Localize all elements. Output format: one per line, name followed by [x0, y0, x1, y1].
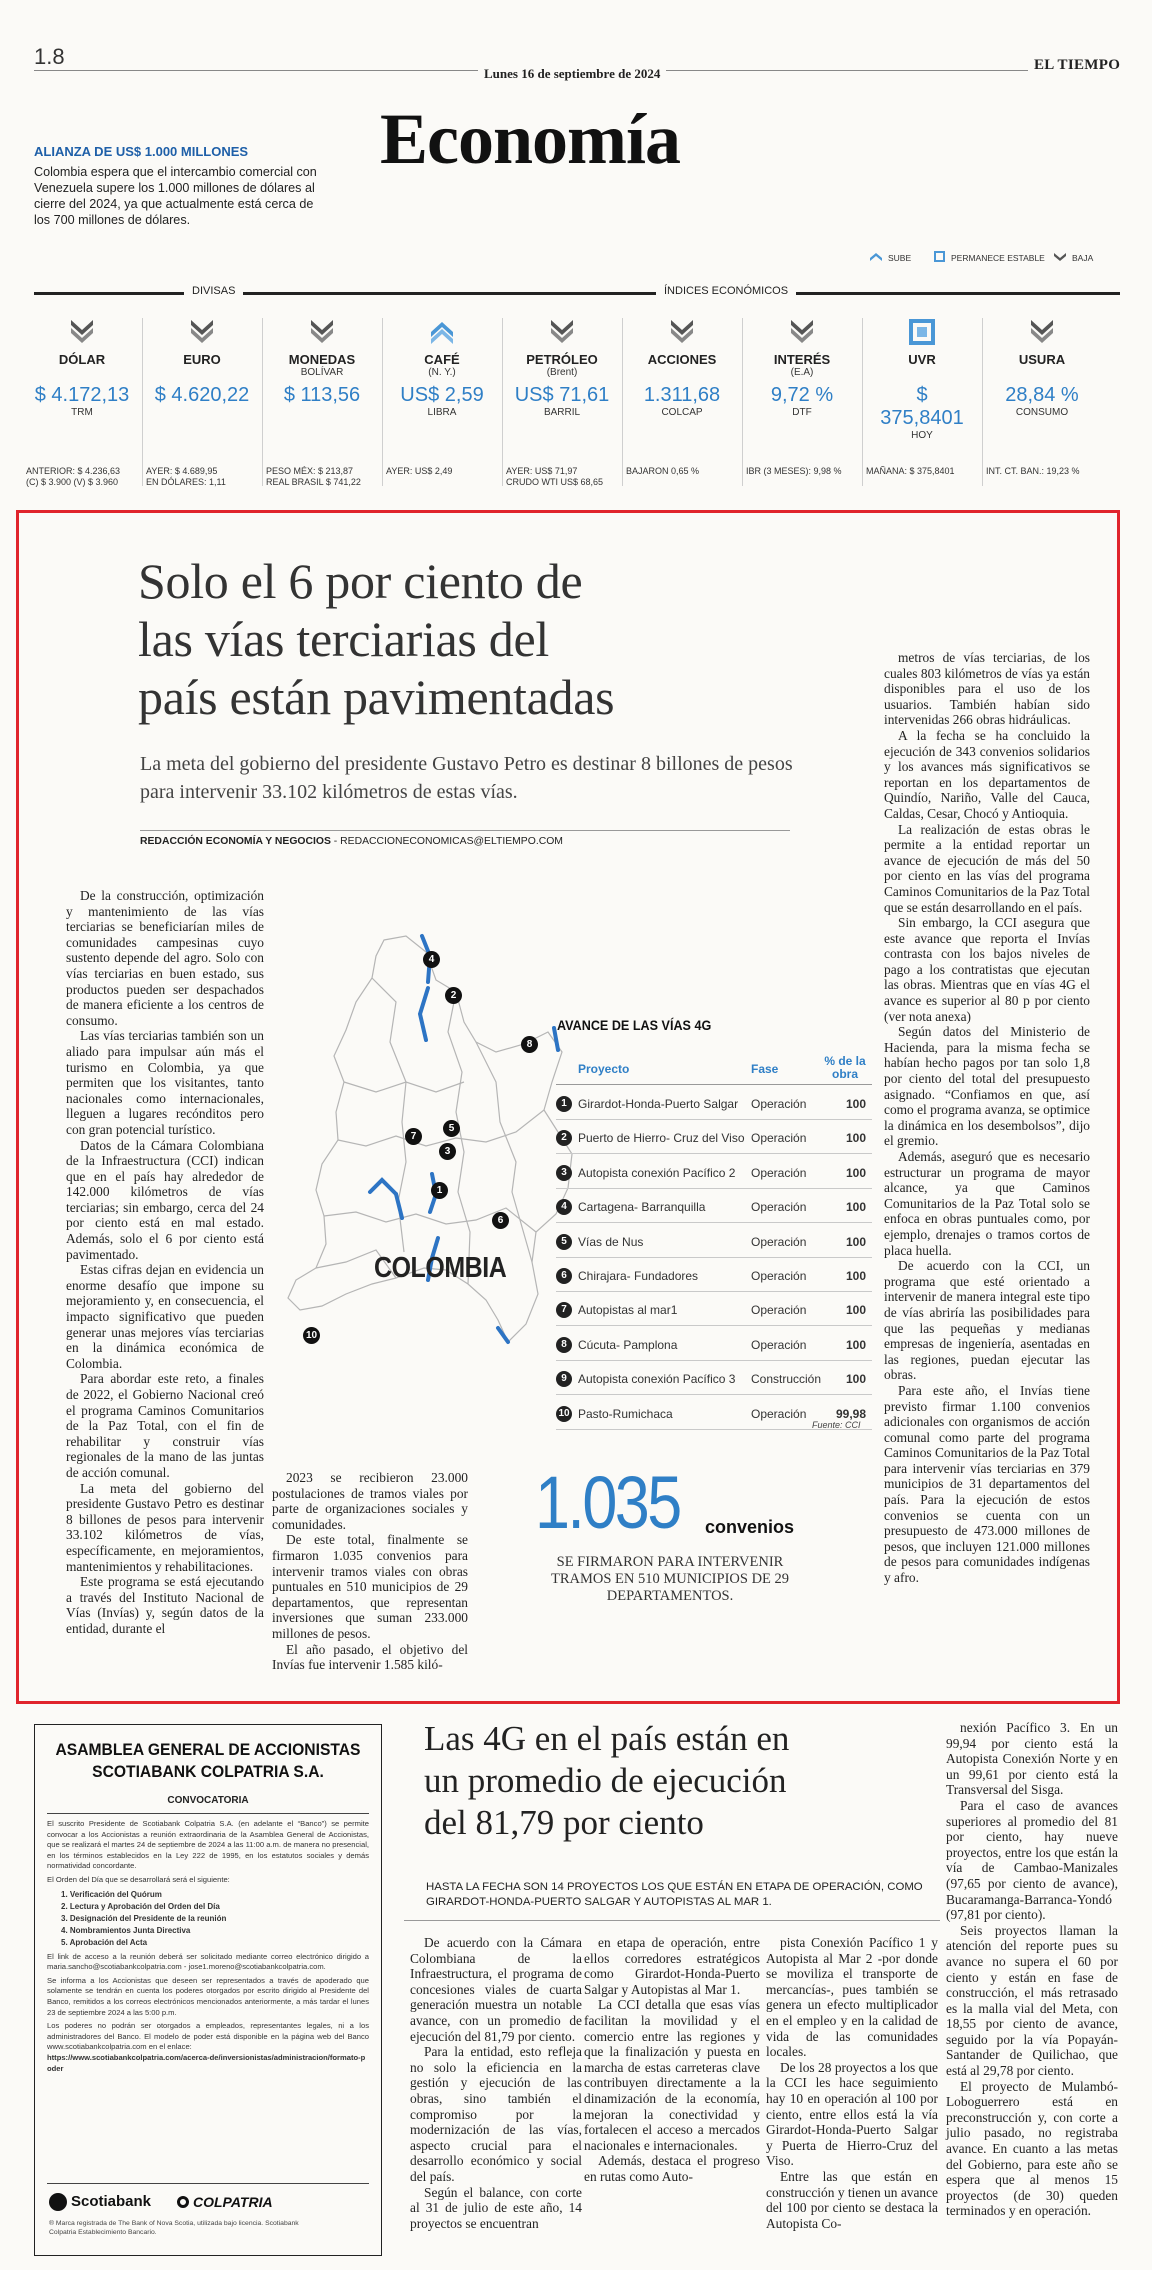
indicator-divider [262, 318, 263, 486]
table-row [556, 1327, 872, 1361]
table-source: Fuente: CCI [812, 1420, 861, 1430]
indicator-footer [266, 466, 384, 488]
up-arrow-icon [428, 318, 456, 346]
row-project-name: Vías de Nus [578, 1234, 644, 1249]
row-number-badge: 8 [556, 1337, 572, 1353]
indicator-7 [866, 318, 970, 476]
indicator-footer-line: BAJARON 0,65 % [626, 466, 700, 476]
indicator-subtitle [154, 367, 250, 378]
headline-line: las vías terciarias del [138, 611, 549, 667]
up-arrow-icon [868, 250, 884, 266]
article-paragraph: Para abordar este reto, a finales de 2022, el Gobierno Nacional creó el programa Caminos Comunitarios de la Paz Total, con el fin de rehabilitar y construir vías regionales de la mano de las juntas de acción comunal. [66, 1371, 264, 1480]
article-paragraph: Seis proyectos llaman la atención del reporte pues su avance no supera el 60 por ciento y están en fase de construcción, el más retrasado es la malla vial del Meta, con 18,55 por ciento de avance, seguido por la vía Popayán-Santander de Quilichao, que está al 29,78 por ciento. [946, 1922, 1118, 2079]
article-paragraph: pista Conexión Pacífico 1 y Autopista al Mar 2 -por donde se moviliza el transporte de mercancías-, pues también se genera un efecto multiplicador en el empleo y en la calidad de vida de las comunidades locales. [766, 1935, 938, 2060]
row-project-name: Girardot-Honda-Puerto Salgar [578, 1097, 739, 1111]
indicator-5 [626, 318, 730, 476]
brand-scotiabank: Scotiabank [71, 2193, 152, 2210]
row-percent: 100 [845, 1303, 866, 1318]
row-phase: Operación [751, 1303, 807, 1318]
row-percent: 100 [845, 1269, 866, 1283]
indicator-footer [866, 466, 984, 477]
map-marker-6: 6 [492, 1212, 509, 1229]
row-percent: 100 [845, 1131, 866, 1146]
byline-desk: REDACCIÓN ECONOMÍA Y NEGOCIOS [140, 836, 331, 847]
row-number-badge: 9 [556, 1371, 572, 1387]
row-percent: 100 [845, 1234, 866, 1249]
col-header-percent: % de la obra [824, 1054, 866, 1081]
row-percent: 100 [845, 1200, 866, 1215]
stable-square-icon [908, 318, 936, 346]
indicator-footer-line: (C) $ 3.900 (V) $ 3.960 [26, 477, 119, 487]
map-marker-4: 4 [423, 951, 440, 968]
row-phase: Operación [751, 1406, 807, 1421]
headline-line: país están pavimentadas [138, 669, 615, 725]
down-arrow-icon [1028, 318, 1056, 346]
article-paragraph: metros de vías terciarias, de los cuales 803 kilómetros de vías ya están disponibles para el uso de los usuarios. También habían sido intervenidas 266 obras hidráulicas. [884, 650, 1090, 728]
big-number-unit: convenios [705, 1517, 795, 1537]
headline-line: Solo el 6 por ciento de [138, 553, 583, 609]
agenda-item: 3. Designación del Presidente de la reunión [61, 1913, 227, 1923]
indicator-footer-line: MAÑANA: $ 375,8401 [866, 466, 955, 476]
row-project-name: Autopista conexión Pacífico 2 [578, 1165, 736, 1180]
row-project-name: Cartagena- Barranquilla [578, 1200, 706, 1215]
ad-body [47, 1819, 369, 2074]
indicator-unit: CONSUMO [1015, 407, 1069, 418]
article-paragraph: A la fecha se ha concluido la ejecución de 343 convenios solidarios y los avances más significativos se reportan en los departamentos de Quindío, Nariño, Valle del Cauca, Caldas, Cesar, Chocó y Antioquia. [884, 727, 1090, 821]
indicator-name: UVR [908, 352, 936, 367]
indicator-footer-line: INT. CT. BAN.: 19,23 % [986, 466, 1080, 476]
row-percent: 100 [845, 1337, 866, 1352]
map-marker-1: 1 [431, 1182, 448, 1199]
scotiabank-logo-icon [49, 2193, 67, 2211]
indicator-unit: TRM [71, 407, 93, 418]
map-marker-2: 2 [445, 987, 462, 1004]
indicator-subtitle [994, 367, 1090, 378]
indicator-legend [868, 250, 1120, 264]
row-phase: Construcción [751, 1372, 822, 1387]
page-number: 1.8 [34, 44, 65, 69]
row-phase: Operación [751, 1269, 807, 1283]
down-arrow-icon [548, 318, 576, 346]
indicator-name: PETRÓLEO [526, 352, 598, 367]
article-paragraph: Para la entidad, esto refleja no solo la eficiencia en la gestión y ejecución de las obras, sino también el compromiso por la modernización de las vías, aspecto crucial para el desarrollo económico y social del país. [410, 2044, 582, 2184]
indicator-6 [746, 318, 850, 476]
row-project-name: Puerto de Hierro- Cruz del Viso [578, 1131, 745, 1146]
stable-square-icon [934, 251, 945, 262]
row-number-badge: 10 [556, 1406, 572, 1422]
article-paragraph: Además, aseguró que es necesario estructurar un programa de mayor alcance, ya que Caminos Comunitarios de la Paz Total solo se enfoca en obras puntuales como, por ejemplo, drenajes o tramos cortos de placa huella. [884, 1149, 1090, 1258]
col-header-project: Proyecto [578, 1062, 630, 1076]
big-number: 1.035 [535, 1461, 680, 1544]
row-phase: Operación [751, 1165, 807, 1180]
article2-headline [424, 1718, 789, 1844]
article2-lede: HASTA LA FECHA SON 14 PROYECTOS LOS QUE ESTÁN EN ETAPA DE OPERACIÓN, COMO GIRARDOT-HONDA-PUERTO SALGAR Y AUTOPISTAS AL MAR 1. [426, 1881, 923, 1908]
down-arrow-icon [788, 318, 816, 346]
article2-column-2 [584, 1935, 760, 2185]
row-project-name: Chirajara- Fundadores [578, 1269, 699, 1283]
agenda-item: 4. Nombramientos Junta Directiva [61, 1925, 191, 1935]
ad-fine-print: ® Marca registrada de The Bank of Nova Scotia, utilizada bajo licencia. Scotiabank Colpatria Establecimiento Bancario. [49, 2220, 299, 2236]
indicator-value: US$ 2,59 [400, 384, 484, 406]
row-number-badge: 3 [556, 1165, 572, 1181]
agenda-item: 2. Lectura y Aprobación del Orden del Día [61, 1901, 220, 1911]
colombia-map [286, 932, 576, 1352]
row-project-name: Cúcuta- Pamplona [578, 1337, 678, 1352]
down-arrow-icon [188, 318, 216, 346]
article-paragraph: De este total, finalmente se firmaron 1.035 convenios para intervenir tramos viales con obras puntuales en 510 municipios de 29 departamentos, que representan inversiones que suman 233.000 millones de pesos. [272, 1532, 468, 1641]
ad-footer-rule [47, 2183, 369, 2184]
indicator-footer-line: PESO MÉX: $ 213,87 [266, 466, 354, 476]
article-paragraph: De los 28 proyectos a los que la CCI les hace seguimiento hay 10 en operación al 100 por ciento, entre ellos está la vía Girardot-Honda-Puerto Salgar y Puerta de Hierro-Cruz del Viso. [766, 2059, 938, 2169]
indicator-2 [266, 318, 370, 487]
indicator-footer-line: ANTERIOR: $ 4.236,63 [26, 466, 121, 476]
indicator-footer-line: AYER: US$ 2,49 [386, 466, 453, 476]
indicator-name: USURA [1018, 352, 1066, 367]
row-phase: Operación [751, 1234, 807, 1249]
table-row [556, 1120, 872, 1154]
indicator-divider [982, 318, 983, 486]
indicator-value: $ 113,56 [283, 384, 361, 406]
article2-column-4 [946, 1720, 1118, 2219]
indicator-subtitle: BOLÍVAR [300, 367, 344, 378]
row-project-name: Pasto-Rumichaca [578, 1406, 673, 1421]
indicator-4 [506, 318, 610, 487]
teaser-text: Colombia espera que el intercambio comercial con Venezuela supere los 1.000 millones de dólares al cierre del 2024, ya que actualmente está cerca de los 700 millones de dólares. [34, 165, 317, 227]
article-paragraph: Según datos del Ministerio de Hacienda, para la misma fecha se habían hecho pagos por tan solo 1,8 por ciento del total del presupuesto asignado. “Confiamos en que, así como el programa avanza, se optimice la dinámica en los desembolsos”, dijo el gremio. [884, 1024, 1090, 1149]
brand-colpatria: COLPATRIA [193, 2194, 273, 2210]
article-paragraph: Para este año, el Invías tiene previsto firmar 1.100 convenios adicionales con organismos de acción comunal como parte del programa Caminos Comunitarios de la Paz Total para intervenir vías terciarias en 379 municipios de 31 departamentos del país. Para la ejecución de estos convenios se cuenta con un presupuesto de 473.000 millones de pesos, que incluyen 121.000 millones de pesos para comunidades indígenas y afro. [884, 1382, 1090, 1586]
article1-column-2 [272, 1470, 468, 1673]
indicator-divider [622, 318, 623, 486]
ad-paragraph: El link de acceso a la reunión deberá ser solicitado mediante correo electrónico dirigido a maria.sancho@scotiabankcolpatria.com - jose1.moreno@scotiabankcolpatria.com. [47, 1951, 369, 1972]
map-marker-10: 10 [303, 1327, 320, 1344]
ad-paragraph: El Orden del Día que se desarrollará será el siguiente: [47, 1874, 230, 1884]
ad-rule [47, 1813, 369, 1814]
indicator-unit: HOY [911, 430, 933, 441]
ad-link[interactable]: https://www.scotiabankcolpatria.com/acerca-de/inversionistas/administracion/formato-poder [47, 2052, 366, 2073]
agenda-item: 5. Aprobación del Acta [61, 1937, 148, 1947]
article-paragraph: en etapa de operación, entre ellos corredores estratégicos como Girardot-Honda-Puerto Salgar y Autopistas al Mar 1. [584, 1935, 760, 1997]
article-paragraph: 2023 se recibieron 23.000 postulaciones de tramos viales por parte de organizaciones sociales y comunidades. [272, 1470, 468, 1532]
article1-column-1 [66, 888, 264, 1637]
down-arrow-icon [1052, 250, 1068, 266]
indicator-value: 28,84 % [1005, 384, 1079, 406]
indicator-value: $ 375,8401 [880, 384, 964, 429]
map-country-label: COLOMBIA [374, 1252, 507, 1284]
big-number-caption: SE FIRMARON PARA INTERVENIR TRAMOS EN 510 MUNICIPIOS DE 29 DEPARTAMENTOS. [550, 1554, 790, 1604]
indicator-name: EURO [183, 352, 221, 367]
col-header-phase: Fase [751, 1062, 779, 1076]
article1-byline [140, 836, 563, 847]
table-header-rule [556, 1084, 872, 1085]
indicator-footer-line: AYER: $ 4.689,95 [146, 466, 218, 476]
article-paragraph: nexión Pacífico 3. En un 99,94 por ciento está la Autopista Conexión Norte y en un 99,61 por ciento está la Transversal del Sisga. [946, 1720, 1118, 1798]
indicator-unit: BARRIL [543, 407, 581, 418]
row-phase: Operación [751, 1131, 807, 1146]
indicator-footer [146, 466, 264, 488]
indicator-name: DÓLAR [58, 352, 106, 367]
indicator-footer-line: AYER: US$ 71,97 [506, 466, 578, 476]
indices-label: ÍNDICES ECONÓMICOS [656, 285, 796, 297]
table-row [556, 1292, 872, 1326]
map-marker-7: 7 [405, 1128, 422, 1145]
indicator-footer [986, 466, 1104, 477]
article-paragraph: Estas cifras dejan en evidencia un enorme desafío que impone su mejoramiento y, en consecuencia, el impacto significativo que pueden generar unas mejores vías terciarias en la dinámica económica de Colombia. [66, 1262, 264, 1371]
indicator-footer-line: CRUDO WTI US$ 68,65 [506, 477, 604, 487]
ad-paragraph: Se informa a los Accionistas que deseen ser representados a través de apoderado que solamente se tendrán en cuenta los poderes otorgados por escrito dirigido al Presidente del Banco, remitidos a los correos electrónicos mencionados anteriormente, a más tardar el lunes 23 de septiembre 2024 a las 5:00 p.m. [47, 1975, 369, 2017]
article-paragraph: Las vías terciarias también son un aliado para impulsar aún más el turismo en Colombia, ya que permiten que los visitantes, tanto nacionales como internacionales, lleguen a lugares recónditos pero con gran potencial turístico. [66, 1028, 264, 1137]
ad-agenda [47, 1889, 369, 1949]
row-percent: 100 [845, 1372, 866, 1387]
indicator-unit: LIBRA [427, 407, 457, 418]
indicator-footer-line: REAL BRASIL $ 741,22 [266, 477, 361, 487]
article-paragraph: Entre las que están en construcción y tienen un avance del 100 por ciento se destaca la Autopista Co- [766, 2168, 938, 2231]
agenda-item: 1. Verificación del Quórum [61, 1889, 162, 1899]
article-paragraph: Además, destaca el progreso en rutas como Auto- [584, 2153, 760, 2184]
byline-rule [140, 830, 790, 831]
indicator-footer [386, 466, 504, 477]
indicator-footer [626, 466, 744, 477]
indicator-3 [386, 318, 490, 476]
row-percent: 100 [845, 1165, 866, 1180]
row-phase: Operación [751, 1337, 807, 1352]
article-paragraph: La meta del gobierno del presidente Gustavo Petro es destinar 8 billones de pesos para intervenir 33.102 kilómetros de vías, específicamente, en mejoramientos, mantenimientos y rehabilitaciones. [66, 1480, 264, 1574]
row-project-name: Autopista conexión Pacífico 3 [578, 1372, 736, 1387]
ad-convocatoria: CONVOCATORIA [167, 1795, 249, 1806]
divisas-label: DIVISAS [184, 285, 243, 297]
headline-line: Las 4G en el país están en [424, 1719, 790, 1758]
row-number-badge: 7 [556, 1302, 572, 1318]
map-marker-8: 8 [521, 1036, 538, 1053]
indicator-subtitle [874, 367, 970, 378]
section-title: Economía [380, 99, 681, 179]
table-row [556, 1361, 872, 1395]
row-phase: Operación [751, 1097, 807, 1111]
table-row [556, 1155, 872, 1189]
table-row [556, 1189, 872, 1223]
article-paragraph: De acuerdo con la Cámara Colombiana de la Infraestructura, el programa de concesiones viales de cuarta generación muestra un notable avance, con un promedio de ejecución del 81,79 por ciento. [410, 1935, 582, 2044]
table-title: AVANCE DE LAS VÍAS 4G [557, 1017, 712, 1033]
legend-down-label: BAJA [1072, 253, 1094, 263]
indicator-value: 9,72 % [770, 384, 834, 406]
article1-lede: La meta del gobierno del presidente Gustavo Petro es destinar 8 billones de pesos para intervenir 33.102 kilómetros de estas vías. [140, 753, 793, 803]
article1-column-3 [884, 650, 1090, 1586]
indicator-divider [382, 318, 383, 486]
map-marker-3: 3 [439, 1143, 456, 1160]
down-arrow-icon [308, 318, 336, 346]
indicator-divider [742, 318, 743, 486]
indicator-footer [506, 466, 624, 488]
row-number-badge: 4 [556, 1199, 572, 1215]
shareholders-ad [34, 1724, 382, 2256]
indicator-footer-line: EN DÓLARES: 1,11 [146, 477, 226, 487]
row-percent: 99,98 [835, 1406, 866, 1421]
ad-title-line: SCOTIABANK COLPATRIA S.A. [92, 1762, 324, 1781]
indicator-subtitle: (N. Y.) [428, 367, 456, 378]
article2-rule [404, 1920, 940, 1921]
indicator-subtitle [34, 367, 130, 378]
ad-title-line: ASAMBLEA GENERAL DE ACCIONISTAS [55, 1740, 361, 1759]
row-number-badge: 1 [556, 1096, 572, 1112]
indicator-footer [746, 466, 864, 477]
indicator-subtitle: (E.A) [790, 367, 814, 378]
row-percent: 100 [845, 1097, 866, 1111]
article-paragraph: Sin embargo, la CCI asegura que este avance que reporta el Invías contrasta con los bajos niveles de pago a los contratistas que ejecutan las obras. Mientras que en vías 4G el avance es superior al 80 p por ciento (ver nota anexa) [884, 915, 1090, 1024]
article-paragraph: Este programa se está ejecutando a través del Instituto Nacional de Vías (Invías) y, según datos de la entidad, durante el [66, 1574, 264, 1636]
indicator-value: $ 4.172,13 [34, 384, 130, 406]
indicator-value: 1.311,68 [643, 384, 721, 406]
indicator-unit: DTF [792, 407, 812, 418]
headline-line: del 81,79 por ciento [424, 1803, 704, 1842]
article-paragraph: El año pasado, el objetivo del Invías fue intervenir 1.585 kiló- [272, 1641, 468, 1673]
colpatria-logo-icon [177, 2196, 189, 2208]
indicator-divider [502, 318, 503, 486]
indicator-footer [26, 466, 144, 488]
project-table [556, 1054, 872, 1421]
article1-headline [138, 552, 614, 726]
indicator-divider [142, 318, 143, 486]
article-paragraph: De la construcción, optimización y mantenimiento de las vías terciarias se beneficiarían miles de comunidades campesinas cuyo sustento depende del agro. Solo con vías terciarias en buen estado, sus productos pueden ser despachados de manera eficiente a los centros de consumo. [66, 888, 264, 1028]
indicator-name: INTERÉS [773, 352, 831, 367]
indicator-8 [986, 318, 1090, 476]
article2-column-1 [410, 1935, 582, 2231]
ad-title [49, 1739, 367, 1783]
indicator-1 [146, 318, 250, 487]
article-paragraph: Datos de la Cámara Colombiana de la Infraestructura (CCI) indican que en el país hay alrededor de 142.000 kilómetros de vías terciarias; sin embargo, cerca del 24 por ciento está en mal estado. Además, solo el 6 por ciento está pavimentado. [66, 1137, 264, 1262]
ad-paragraph: El suscrito Presidente de Scotiabank Colpatria S.A. (en adelante el “Banco”) se permite convocar a los Accionistas a reunión extraordinaria de la Asamblea General de Accionistas, que se realizará el martes 24 de septiembre de 2024 a las 11:00 a.m. de manera no presencial, en los términos establecidos en la Ley 222 de 1995, en los estatutos sociales y demás normatividad concordante. [47, 1819, 369, 1871]
map-marker-5: 5 [443, 1120, 460, 1137]
indicator-value: $ 4.620,22 [154, 384, 250, 406]
headline-line: un promedio de ejecución [424, 1761, 787, 1800]
byline-email: - REDACCIONECONOMICAS@ELTIEMPO.COM [330, 836, 563, 847]
date-line: Lunes 16 de septiembre de 2024 [478, 66, 666, 82]
publication-name: EL TIEMPO [1028, 57, 1120, 74]
table-row [556, 1258, 872, 1292]
article-paragraph: De acuerdo con la CCI, un programa que esté orientado a intervenir de manera integral este tipo de vías abriría las posibilidades para que las pequeñas y medianas empresas de ingeniería, asentadas en las regiones, puedan ejecutar las obras. [884, 1258, 1090, 1383]
indicator-name: ACCIONES [647, 352, 717, 367]
legend-stable-label: PERMANECE ESTABLE [951, 253, 1045, 263]
article-paragraph: La realización de estas obras le permite a la entidad reportar un avance de ejecución de más del 50 por ciento en las vías del programa Caminos Comunitarios de la Paz Total que se están desarrollando en el país. [884, 821, 1090, 915]
article-paragraph: Para el caso de avances superiores al promedio del 81 por ciento, hay nueve proyectos, entre los que están la vía de Cambao-Manizales (97,65 por ciento de avance), Bucaramanga-Barranca-Yondó (97,81 por ciento). [946, 1797, 1118, 1923]
table-row [556, 1224, 872, 1258]
indicator-unit: COLCAP [661, 407, 703, 418]
indicator-footer-line: IBR (3 MESES): 9,98 % [746, 466, 842, 476]
legend-up-label: SUBE [888, 253, 912, 263]
indicator-name: CAFÉ [424, 352, 460, 367]
indicator-divider [862, 318, 863, 486]
article-paragraph: El proyecto de Mulambó-Loboguerrero está en preconstrucción y, con corte a julio pasado, no registraba avance. En cuanto a las metas del Gobierno, para este año se espera que al menos 15 proyectos (de 30) queden terminados y en operación. [946, 2078, 1118, 2219]
down-arrow-icon [68, 318, 96, 346]
article-paragraph: La CCI detalla que esas vías facilitan la movilidad y el comercio entre las regiones y que la finalización y puesta en marcha de estas carreteras clave contribuyen directamente a la dinamización de la economía, mejoran la conectividad y fortalecen el acceso a mercados nacionales e internacionales. [584, 1997, 760, 2153]
indicator-value: US$ 71,61 [514, 384, 610, 406]
indicator-subtitle: (Brent) [546, 367, 578, 378]
indicator-0 [26, 318, 130, 487]
table-row [556, 1086, 872, 1120]
row-number-badge: 5 [556, 1234, 572, 1250]
teaser-title: ALIANZA DE US$ 1.000 MILLONES [34, 144, 249, 159]
article2-column-3 [766, 1935, 938, 2231]
ad-paragraph: Los poderes no podrán ser otorgados a empleados, representantes legales, ni a los administradores del Banco. El modelo de poder está disponible en la página web del Banco www.scotiabankcolpatria.com en el enlace: [47, 2021, 369, 2052]
row-number-badge: 6 [556, 1268, 572, 1284]
row-phase: Operación [751, 1200, 807, 1215]
article-paragraph: Según el balance, con corte al 31 de julio de este año, 14 proyectos se encuentran [410, 2184, 582, 2231]
row-project-name: Autopistas al mar1 [578, 1303, 678, 1318]
row-number-badge: 2 [556, 1130, 572, 1146]
indicator-name: MONEDAS [288, 352, 356, 367]
down-arrow-icon [668, 318, 696, 346]
indicator-subtitle [634, 367, 730, 378]
